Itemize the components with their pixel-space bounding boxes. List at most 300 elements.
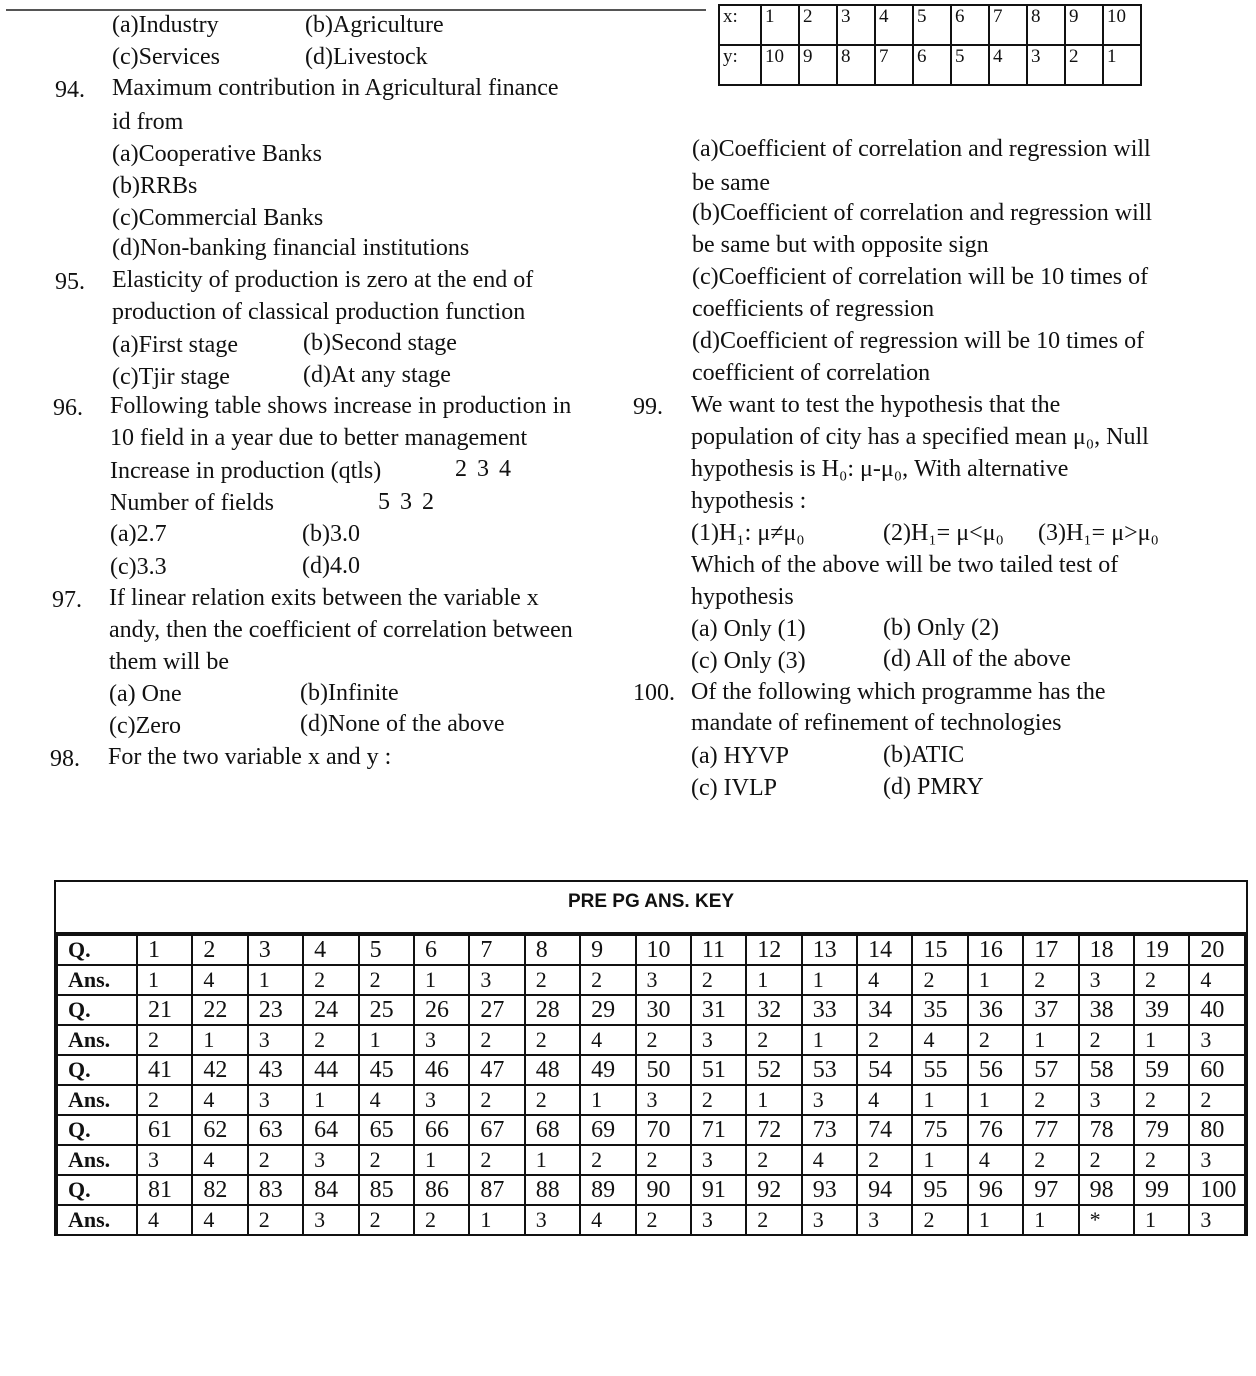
option: (d)None of the above <box>300 711 505 737</box>
answer-cell: 2 <box>691 1085 746 1115</box>
question-number-row <box>57 1055 1245 1085</box>
question-number-row <box>57 995 1245 1025</box>
question-cell: 52 <box>746 1055 801 1085</box>
answer-cell: 4 <box>857 965 912 995</box>
question-text: 10 field in a year due to better management <box>110 425 528 451</box>
question-cell: 51 <box>691 1055 746 1085</box>
hypothesis: (3)H₁= μ>μ₀ <box>1038 520 1159 546</box>
y-cell: 3 <box>1027 45 1065 85</box>
question-cell: 93 <box>802 1175 857 1205</box>
question-cell: 58 <box>1079 1055 1134 1085</box>
question-text: hypothesis is H₀: μ-μ₀, With alternative <box>691 456 1069 482</box>
answer-cell: 2 <box>137 1085 192 1115</box>
option: (b)3.0 <box>302 521 360 547</box>
question-text: them will be <box>109 649 229 675</box>
answer-cell: 1 <box>968 965 1023 995</box>
answer-cell: 2 <box>857 1145 912 1175</box>
answer-cell: 3 <box>1189 1145 1245 1175</box>
option: (b)Agriculture <box>305 12 444 38</box>
question-cell: 33 <box>802 995 857 1025</box>
question-cell: 79 <box>1134 1115 1189 1145</box>
answer-cell: 3 <box>248 1025 303 1055</box>
option: (a)First stage <box>112 332 238 358</box>
question-text: Maximum contribution in Agricultural finance <box>112 75 559 101</box>
question-cell: 78 <box>1079 1115 1134 1145</box>
option: (c)Tjir stage <box>112 364 230 390</box>
option: (c)3.3 <box>110 554 167 580</box>
option: (b)Coefficient of correlation and regression will <box>692 200 1153 226</box>
question-cell: 68 <box>525 1115 580 1145</box>
question-cell: 22 <box>192 995 247 1025</box>
answer-key-table <box>56 934 1246 1236</box>
ans-label: Ans. <box>57 965 137 995</box>
x-label: x: <box>719 5 761 45</box>
y-label: y: <box>719 45 761 85</box>
y-cell: 6 <box>913 45 951 85</box>
question-cell: 28 <box>525 995 580 1025</box>
question-text: hypothesis : <box>691 488 807 514</box>
y-cell: 5 <box>951 45 989 85</box>
answer-cell: 4 <box>857 1085 912 1115</box>
question-cell: 69 <box>580 1115 635 1145</box>
answer-cell: 1 <box>912 1085 967 1115</box>
answer-cell: 2 <box>359 1205 414 1235</box>
question-cell: 75 <box>912 1115 967 1145</box>
answer-cell: 2 <box>1134 1085 1189 1115</box>
answer-cell: 2 <box>636 1025 691 1055</box>
question-cell: 100 <box>1189 1175 1245 1205</box>
question-cell: 73 <box>802 1115 857 1145</box>
question-text: andy, then the coefficient of correlation between <box>109 617 573 643</box>
question-cell: 88 <box>525 1175 580 1205</box>
question-cell: 74 <box>857 1115 912 1145</box>
answer-cell: 2 <box>414 1205 469 1235</box>
answer-row <box>57 1025 1245 1055</box>
option: (d)At any stage <box>303 362 451 388</box>
question-cell: 67 <box>469 1115 524 1145</box>
question-cell: 5 <box>359 935 414 965</box>
question-cell: 15 <box>912 935 967 965</box>
question-cell: 1 <box>137 935 192 965</box>
question-cell: 40 <box>1189 995 1245 1025</box>
answer-cell: 1 <box>968 1205 1023 1235</box>
answer-cell: 2 <box>912 965 967 995</box>
y-cell: 10 <box>761 45 799 85</box>
answer-cell: 2 <box>359 965 414 995</box>
answer-cell: 1 <box>802 1025 857 1055</box>
x-cell: 10 <box>1103 5 1141 45</box>
answer-cell: 1 <box>1023 1025 1078 1055</box>
answer-cell: 3 <box>691 1145 746 1175</box>
question-cell: 54 <box>857 1055 912 1085</box>
option: (c)Zero <box>109 713 181 739</box>
answer-key-title: PRE PG ANS. KEY <box>56 882 1246 934</box>
answer-cell: 3 <box>691 1205 746 1235</box>
answer-cell: 4 <box>968 1145 1023 1175</box>
question-text: We want to test the hypothesis that the <box>691 392 1061 418</box>
answer-cell: 3 <box>248 1085 303 1115</box>
question-text: Following table shows increase in production in <box>110 393 572 419</box>
answer-cell: 4 <box>192 965 247 995</box>
question-text: mandate of refinement of technologies <box>691 710 1062 736</box>
option: (a) Only (1) <box>691 616 806 642</box>
question-text: For the two variable x and y : <box>108 744 392 770</box>
answer-cell: 1 <box>303 1085 358 1115</box>
answer-cell: 3 <box>414 1085 469 1115</box>
answer-cell: 3 <box>469 965 524 995</box>
option: (c) IVLP <box>691 775 777 801</box>
option: (a)Coefficient of correlation and regression will <box>692 136 1151 162</box>
ans-label: Ans. <box>57 1085 137 1115</box>
question-cell: 86 <box>414 1175 469 1205</box>
question-cell: 38 <box>1079 995 1134 1025</box>
question-cell: 6 <box>414 935 469 965</box>
question-cell: 53 <box>802 1055 857 1085</box>
xy-table <box>718 4 1142 86</box>
question-cell: 44 <box>303 1055 358 1085</box>
question-cell: 43 <box>248 1055 303 1085</box>
option: coefficient of correlation <box>692 360 931 386</box>
question-number: 98. <box>50 746 80 772</box>
answer-cell: 2 <box>746 1145 801 1175</box>
x-cell: 1 <box>761 5 799 45</box>
answer-cell: 4 <box>912 1025 967 1055</box>
question-number: 100. <box>633 680 675 706</box>
q-label: Q. <box>57 935 137 965</box>
answer-cell: 2 <box>469 1025 524 1055</box>
question-cell: 65 <box>359 1115 414 1145</box>
question-cell: 84 <box>303 1175 358 1205</box>
answer-cell: 2 <box>248 1145 303 1175</box>
question-cell: 45 <box>359 1055 414 1085</box>
question-cell: 18 <box>1079 935 1134 965</box>
answer-cell: 1 <box>1134 1025 1189 1055</box>
answer-cell: 1 <box>802 965 857 995</box>
option: (d)Non-banking financial institutions <box>112 235 470 261</box>
question-cell: 95 <box>912 1175 967 1205</box>
question-text: If linear relation exits between the variable x <box>109 585 539 611</box>
x-cell: 3 <box>837 5 875 45</box>
answer-cell: 2 <box>1189 1085 1245 1115</box>
answer-cell: 3 <box>1189 1205 1245 1235</box>
answer-cell: 1 <box>1134 1205 1189 1235</box>
option: (c)Commercial Banks <box>112 205 324 231</box>
question-cell: 35 <box>912 995 967 1025</box>
x-cell: 8 <box>1027 5 1065 45</box>
answer-cell: 3 <box>303 1205 358 1235</box>
answer-cell: 3 <box>1079 1085 1134 1115</box>
question-text: population of city has a specified mean μ₀, Null <box>691 424 1149 450</box>
question-cell: 41 <box>137 1055 192 1085</box>
question-cell: 61 <box>137 1115 192 1145</box>
question-cell: 11 <box>691 935 746 965</box>
question-number: 95. <box>55 269 85 295</box>
y-cell: 2 <box>1065 45 1103 85</box>
answer-cell: 2 <box>469 1085 524 1115</box>
x-cell: 7 <box>989 5 1027 45</box>
question-cell: 27 <box>469 995 524 1025</box>
option: (d) All of the above <box>883 646 1071 672</box>
option: be same <box>692 170 770 196</box>
option: (b)RRBs <box>112 173 198 199</box>
question-cell: 99 <box>1134 1175 1189 1205</box>
answer-cell: 1 <box>248 965 303 995</box>
question-cell: 70 <box>636 1115 691 1145</box>
question-cell: 34 <box>857 995 912 1025</box>
option: (a)Cooperative Banks <box>112 141 322 167</box>
answer-cell: 2 <box>303 965 358 995</box>
question-cell: 13 <box>802 935 857 965</box>
question-cell: 98 <box>1079 1175 1134 1205</box>
answer-cell: 3 <box>691 1025 746 1055</box>
answer-cell: 4 <box>580 1205 635 1235</box>
ans-label: Ans. <box>57 1205 137 1235</box>
question-cell: 29 <box>580 995 635 1025</box>
table-values: 2 3 4 <box>455 456 511 482</box>
answer-cell: 2 <box>580 965 635 995</box>
answer-cell: 2 <box>1079 1025 1134 1055</box>
question-cell: 20 <box>1189 935 1245 965</box>
question-cell: 56 <box>968 1055 1023 1085</box>
question-cell: 36 <box>968 995 1023 1025</box>
option: (d)4.0 <box>302 553 360 579</box>
question-cell: 2 <box>192 935 247 965</box>
answer-cell: 4 <box>137 1205 192 1235</box>
answer-cell: 4 <box>802 1145 857 1175</box>
answer-cell: 3 <box>1079 965 1134 995</box>
question-cell: 8 <box>525 935 580 965</box>
question-cell: 72 <box>746 1115 801 1145</box>
answer-cell: 2 <box>303 1025 358 1055</box>
question-text: Which of the above will be two tailed test of <box>691 552 1119 578</box>
question-cell: 26 <box>414 995 469 1025</box>
answer-cell: 1 <box>968 1085 1023 1115</box>
question-cell: 97 <box>1023 1175 1078 1205</box>
question-cell: 60 <box>1189 1055 1245 1085</box>
question-cell: 37 <box>1023 995 1078 1025</box>
answer-cell: 2 <box>968 1025 1023 1055</box>
y-row <box>719 45 1141 85</box>
question-text: id from <box>112 109 184 135</box>
answer-row <box>57 965 1245 995</box>
question-number: 99. <box>633 394 663 420</box>
question-cell: 14 <box>857 935 912 965</box>
answer-cell: 2 <box>636 1205 691 1235</box>
answer-cell: 2 <box>1134 965 1189 995</box>
question-cell: 89 <box>580 1175 635 1205</box>
question-cell: 23 <box>248 995 303 1025</box>
option: be same but with opposite sign <box>692 232 989 258</box>
table-label: Number of fields <box>110 490 274 516</box>
answer-cell: 2 <box>525 1085 580 1115</box>
answer-cell: 2 <box>469 1145 524 1175</box>
q-label: Q. <box>57 1115 137 1145</box>
question-number-row <box>57 1175 1245 1205</box>
question-cell: 71 <box>691 1115 746 1145</box>
question-cell: 7 <box>469 935 524 965</box>
x-cell: 4 <box>875 5 913 45</box>
question-cell: 32 <box>746 995 801 1025</box>
option: (d)Livestock <box>305 44 428 70</box>
answer-cell: * <box>1079 1205 1134 1235</box>
answer-cell: 2 <box>636 1145 691 1175</box>
y-cell: 7 <box>875 45 913 85</box>
question-cell: 82 <box>192 1175 247 1205</box>
question-cell: 42 <box>192 1055 247 1085</box>
option: (a) HYVP <box>691 743 789 769</box>
x-row <box>719 5 1141 45</box>
question-cell: 92 <box>746 1175 801 1205</box>
question-cell: 81 <box>137 1175 192 1205</box>
answer-cell: 3 <box>857 1205 912 1235</box>
x-cell: 6 <box>951 5 989 45</box>
question-cell: 39 <box>1134 995 1189 1025</box>
answer-cell: 2 <box>1023 1085 1078 1115</box>
question-number: 96. <box>53 395 83 421</box>
question-cell: 55 <box>912 1055 967 1085</box>
question-cell: 66 <box>414 1115 469 1145</box>
answer-cell: 3 <box>802 1085 857 1115</box>
question-text: Of the following which programme has the <box>691 679 1106 705</box>
answer-cell: 3 <box>1189 1025 1245 1055</box>
question-cell: 90 <box>636 1175 691 1205</box>
q-label: Q. <box>57 1055 137 1085</box>
question-cell: 24 <box>303 995 358 1025</box>
y-cell: 8 <box>837 45 875 85</box>
y-cell: 9 <box>799 45 837 85</box>
answer-cell: 3 <box>414 1025 469 1055</box>
question-text: Elasticity of production is zero at the end of <box>112 267 534 293</box>
question-cell: 80 <box>1189 1115 1245 1145</box>
q-label: Q. <box>57 995 137 1025</box>
option: (b)ATIC <box>883 742 965 768</box>
answer-cell: 2 <box>525 965 580 995</box>
question-number-row <box>57 1115 1245 1145</box>
answer-cell: 2 <box>525 1025 580 1055</box>
answer-cell: 2 <box>746 1205 801 1235</box>
answer-cell: 3 <box>303 1145 358 1175</box>
answer-cell: 4 <box>1189 965 1245 995</box>
option: (c)Coefficient of correlation will be 10 times of <box>692 264 1149 290</box>
answer-key <box>54 880 1248 1236</box>
answer-cell: 1 <box>746 1085 801 1115</box>
option: (b)Second stage <box>303 330 457 356</box>
option: (d)Coefficient of regression will be 10 times of <box>692 328 1145 354</box>
answer-cell: 4 <box>192 1145 247 1175</box>
answer-cell: 1 <box>192 1025 247 1055</box>
option: (c)Services <box>112 44 220 70</box>
answer-cell: 4 <box>192 1205 247 1235</box>
table-values: 5 3 2 <box>378 489 434 515</box>
option: (c) Only (3) <box>691 648 806 674</box>
answer-cell: 2 <box>1134 1145 1189 1175</box>
question-cell: 57 <box>1023 1055 1078 1085</box>
question-cell: 64 <box>303 1115 358 1145</box>
question-cell: 19 <box>1134 935 1189 965</box>
answer-cell: 2 <box>359 1145 414 1175</box>
x-cell: 2 <box>799 5 837 45</box>
answer-cell: 2 <box>912 1205 967 1235</box>
hypothesis: (1)H₁: μ≠μ₀ <box>691 520 805 546</box>
question-number: 94. <box>55 77 85 103</box>
question-number-row <box>57 935 1245 965</box>
answer-cell: 1 <box>359 1025 414 1055</box>
answer-cell: 1 <box>525 1145 580 1175</box>
question-cell: 30 <box>636 995 691 1025</box>
answer-row <box>57 1085 1245 1115</box>
option: (a) One <box>109 681 182 707</box>
answer-cell: 2 <box>691 965 746 995</box>
question-cell: 91 <box>691 1175 746 1205</box>
option: (a)Industry <box>112 12 219 38</box>
question-cell: 87 <box>469 1175 524 1205</box>
question-cell: 3 <box>248 935 303 965</box>
question-cell: 21 <box>137 995 192 1025</box>
question-cell: 48 <box>525 1055 580 1085</box>
answer-cell: 1 <box>746 965 801 995</box>
answer-cell: 2 <box>248 1205 303 1235</box>
answer-cell: 4 <box>580 1025 635 1055</box>
answer-cell: 1 <box>469 1205 524 1235</box>
q-label: Q. <box>57 1175 137 1205</box>
question-cell: 16 <box>968 935 1023 965</box>
option: (b) Only (2) <box>883 615 999 641</box>
y-cell: 1 <box>1103 45 1141 85</box>
answer-cell: 3 <box>525 1205 580 1235</box>
answer-cell: 3 <box>137 1145 192 1175</box>
question-cell: 63 <box>248 1115 303 1145</box>
answer-cell: 2 <box>137 1025 192 1055</box>
x-cell: 5 <box>913 5 951 45</box>
question-cell: 85 <box>359 1175 414 1205</box>
question-cell: 76 <box>968 1115 1023 1145</box>
question-cell: 83 <box>248 1175 303 1205</box>
answer-cell: 1 <box>1023 1205 1078 1235</box>
answer-cell: 2 <box>1023 965 1078 995</box>
answer-cell: 1 <box>912 1145 967 1175</box>
ans-label: Ans. <box>57 1145 137 1175</box>
answer-cell: 1 <box>414 965 469 995</box>
question-cell: 77 <box>1023 1115 1078 1145</box>
answer-cell: 1 <box>580 1085 635 1115</box>
question-text: hypothesis <box>691 584 794 610</box>
option: coefficients of regression <box>692 296 935 322</box>
y-cell: 4 <box>989 45 1027 85</box>
question-cell: 49 <box>580 1055 635 1085</box>
answer-row <box>57 1145 1245 1175</box>
option: (d) PMRY <box>883 774 984 800</box>
question-number: 97. <box>52 587 82 613</box>
answer-cell: 3 <box>636 1085 691 1115</box>
question-cell: 94 <box>857 1175 912 1205</box>
question-cell: 17 <box>1023 935 1078 965</box>
option: (b)Infinite <box>300 680 399 706</box>
answer-cell: 2 <box>580 1145 635 1175</box>
answer-cell: 1 <box>414 1145 469 1175</box>
question-cell: 59 <box>1134 1055 1189 1085</box>
x-cell: 9 <box>1065 5 1103 45</box>
question-cell: 50 <box>636 1055 691 1085</box>
answer-cell: 2 <box>857 1025 912 1055</box>
question-cell: 9 <box>580 935 635 965</box>
option: (a)2.7 <box>110 521 167 547</box>
answer-cell: 2 <box>1079 1145 1134 1175</box>
answer-cell: 4 <box>359 1085 414 1115</box>
hypothesis: (2)H₁= μ<μ₀ <box>883 520 1004 546</box>
table-label: Increase in production (qtls) <box>110 458 382 484</box>
question-cell: 62 <box>192 1115 247 1145</box>
answer-cell: 3 <box>636 965 691 995</box>
